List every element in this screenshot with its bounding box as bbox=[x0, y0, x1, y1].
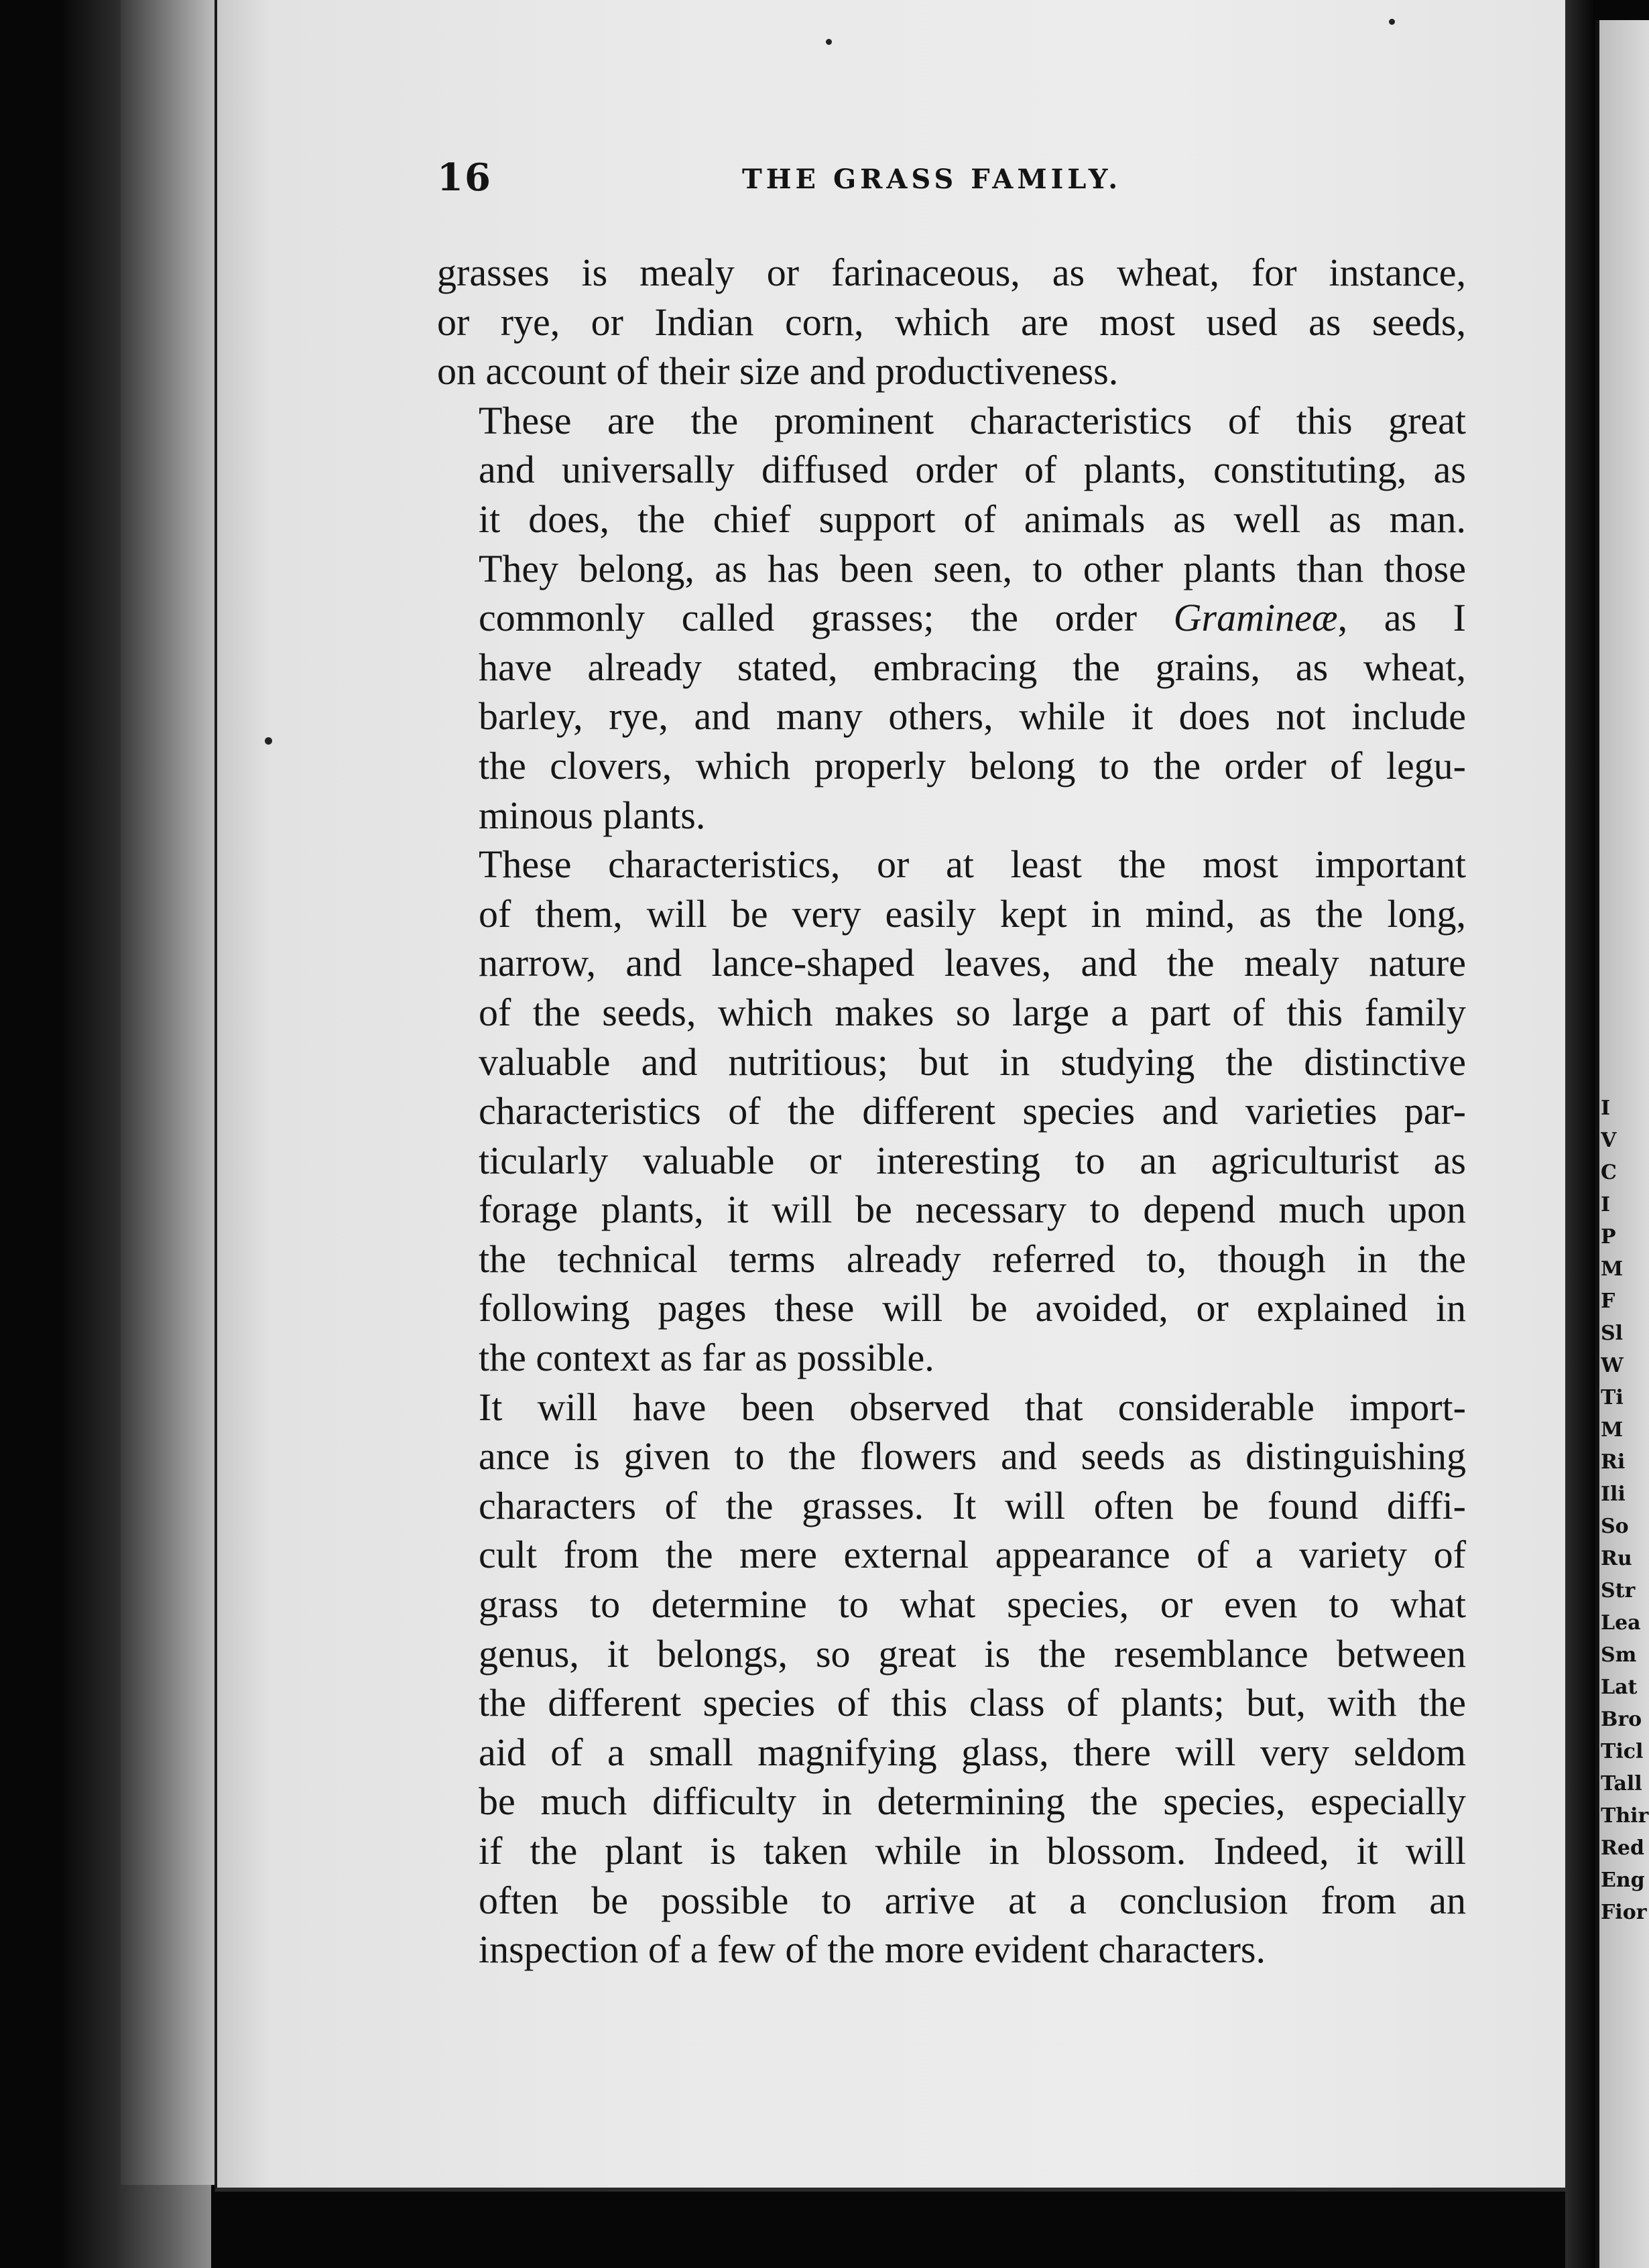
text-line: inspection of a few of the more evident characters. bbox=[479, 1928, 1266, 1972]
text-line: grass to determine to what species, or even to what bbox=[479, 1582, 1466, 1627]
next-page-word-fragment: Bro bbox=[1601, 1708, 1642, 1731]
text-line: cult from the mere external appearance of a variety of bbox=[479, 1533, 1466, 1577]
text-line: or rye, or Indian corn, which are most used as seeds, bbox=[437, 300, 1466, 344]
text-line: narrow, and lance-shaped leaves, and the mealy nature bbox=[479, 941, 1466, 985]
next-page-word-fragment: Fior bbox=[1601, 1901, 1647, 1924]
text-line: These characteristics, or at least the most important bbox=[479, 842, 1466, 887]
text-line: following pages these will be avoided, or explained in bbox=[479, 1286, 1466, 1330]
text-line: These are the prominent characteristics of this great bbox=[479, 398, 1466, 442]
paragraph bbox=[437, 396, 1466, 840]
next-page-word-fragment: Lat bbox=[1601, 1676, 1638, 1699]
text-line: ance is given to the flowers and seeds as distinguishing bbox=[479, 1434, 1466, 1478]
scan-speck bbox=[1389, 19, 1395, 25]
text-line: grasses is mealy or farinaceous, as wheat, for instance, bbox=[437, 251, 1466, 294]
text-line: ticularly valuable or interesting to an agriculturist as bbox=[479, 1138, 1466, 1182]
text-line: of the seeds, which makes so large a part of this family bbox=[479, 990, 1466, 1034]
gutter bbox=[1565, 0, 1595, 2268]
next-page-word-fragment: So bbox=[1601, 1515, 1629, 1538]
text-line: the context as far as possible. bbox=[479, 1336, 934, 1380]
page-header bbox=[437, 155, 1469, 202]
botanical-name: Gramineæ bbox=[1173, 596, 1338, 640]
paragraph bbox=[437, 248, 1466, 396]
text-line: often be possible to arrive at a conclusion from an bbox=[479, 1878, 1466, 1922]
next-page-word-fragment: Eng bbox=[1601, 1869, 1645, 1892]
next-page-word-fragment: Ru bbox=[1601, 1547, 1632, 1570]
text-line: have already stated, embracing the grains, as wheat, bbox=[479, 645, 1466, 689]
text-line: on account of their size and productiveness. bbox=[437, 349, 1119, 393]
next-page-word-fragment: Tall bbox=[1601, 1772, 1642, 1796]
next-page-word-fragment: I bbox=[1601, 1096, 1611, 1120]
paragraph bbox=[437, 840, 1466, 1383]
next-page-word-fragment: F bbox=[1601, 1289, 1615, 1313]
next-page-word-fragment: Red bbox=[1601, 1836, 1644, 1860]
text-line: barley, rye, and many others, while it does not include bbox=[479, 694, 1466, 739]
text-line: genus, it belongs, so great is the resemblance between bbox=[479, 1631, 1466, 1676]
text-line: be much difficulty in determining the species, especially bbox=[479, 1779, 1466, 1824]
next-page-word-fragment: Ri bbox=[1601, 1450, 1626, 1474]
text-line: They belong, as has been seen, to other plants than those bbox=[479, 546, 1466, 590]
text-line: aid of a small magnifying glass, there will very seldom bbox=[479, 1730, 1466, 1774]
next-page-word-fragment: M bbox=[1601, 1418, 1624, 1442]
text-line: of them, will be very easily kept in mind, as the long, bbox=[479, 891, 1466, 936]
page-number: 16 bbox=[437, 155, 492, 200]
next-page-word-fragment: Sl bbox=[1601, 1322, 1624, 1345]
text-line: forage plants, it will be necessary to depend much upon bbox=[479, 1188, 1466, 1232]
text-line: It will have been observed that considerable import- bbox=[479, 1385, 1466, 1429]
text-line: the different species of this class of plants; but, with the bbox=[479, 1681, 1466, 1725]
next-page-word-fragment: P bbox=[1601, 1225, 1616, 1249]
next-page-word-fragment: Str bbox=[1601, 1579, 1636, 1602]
text-line: and universally diffused order of plants, constituting, as bbox=[479, 448, 1466, 492]
text-line: the clovers, which properly belong to the order of legu- bbox=[479, 743, 1466, 788]
text-line: it does, the chief support of animals as well as man. bbox=[479, 497, 1466, 541]
next-page-word-fragment: Ti bbox=[1601, 1386, 1624, 1409]
text-line: commonly called grasses; the order Gramineæ, as I bbox=[479, 596, 1466, 640]
next-page-word-fragment: C bbox=[1601, 1161, 1617, 1184]
next-page-word-fragment: Thir bbox=[1601, 1804, 1649, 1828]
next-page-word-fragment: I bbox=[1601, 1193, 1611, 1216]
next-page-word-fragment: Ili bbox=[1601, 1483, 1626, 1506]
text-line: the technical terms already referred to, though in the bbox=[479, 1237, 1466, 1281]
text-line: if the plant is taken while in blossom. Indeed, it will bbox=[479, 1829, 1466, 1873]
paragraph bbox=[437, 1383, 1466, 1974]
next-page-word-fragment: M bbox=[1601, 1257, 1624, 1281]
text-line: minous plants. bbox=[479, 793, 706, 837]
next-page-word-fragment: Sm bbox=[1601, 1643, 1637, 1667]
next-page-word-fragment: Ticl bbox=[1601, 1740, 1644, 1763]
text-line: characteristics of the different species and varieties par- bbox=[479, 1089, 1466, 1133]
next-page-word-fragment: Lea bbox=[1601, 1611, 1641, 1635]
scan-speck bbox=[265, 737, 272, 745]
body-text bbox=[437, 248, 1466, 1974]
text-line: valuable and nutritious; but in studying the distinctive bbox=[479, 1040, 1466, 1084]
next-page-fragments bbox=[1601, 1092, 1649, 1929]
next-page-word-fragment: V bbox=[1601, 1129, 1617, 1152]
text-line: characters of the grasses. It will often be found diffi- bbox=[479, 1483, 1466, 1527]
next-page-word-fragment: W bbox=[1601, 1354, 1624, 1377]
running-title: THE GRASS FAMILY. bbox=[742, 164, 1122, 195]
page-edges bbox=[121, 0, 215, 2185]
scan-speck bbox=[826, 39, 832, 45]
